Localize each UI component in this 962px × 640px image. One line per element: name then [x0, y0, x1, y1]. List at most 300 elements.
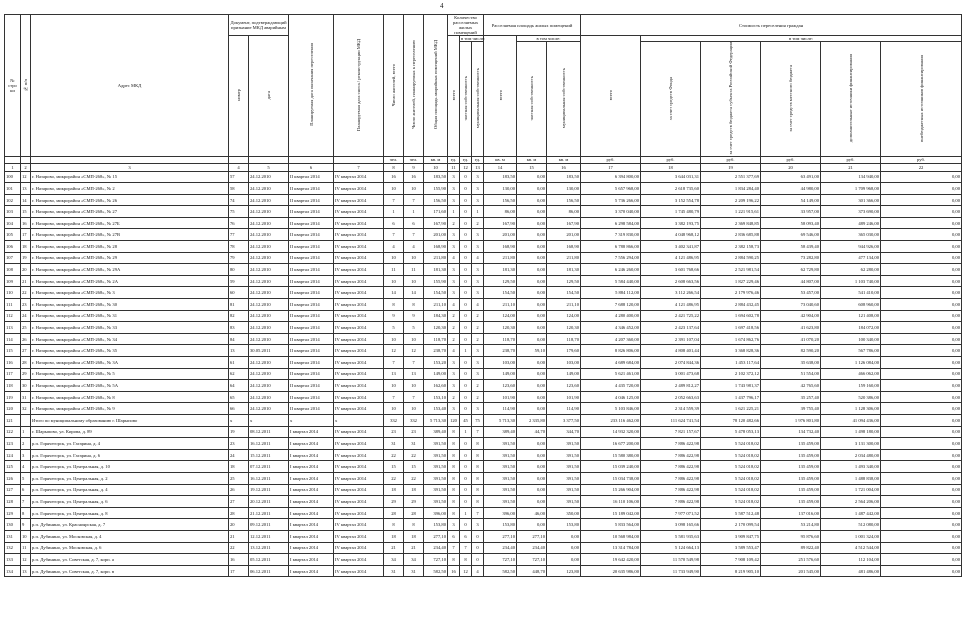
cell-col-3: г. Назарово, микрорайон «СМП-268», № 2 [31, 183, 229, 195]
cell-col-10: 211,80 [424, 252, 448, 264]
cell-col-16: 183,50 [547, 171, 581, 183]
cell-col-5: 24.12.2010 [249, 241, 289, 253]
cell-col-18: 11 733 949,90 [641, 565, 701, 577]
cell-col-20: 44 807,00 [761, 275, 821, 287]
cell-col-3: г. Назарово, микрорайон «СМП-268», № 28 [31, 241, 229, 253]
cell-col-4: 59 [229, 275, 249, 287]
cell-col-16: 0,00 [547, 542, 581, 554]
cell-col-4: 13 [229, 345, 249, 357]
cell-col-16: 201,00 [547, 229, 581, 241]
cell-col-12: 8 [460, 554, 472, 566]
cell-col-16: 153,80 [547, 519, 581, 531]
cell-col-1: 125 [5, 461, 21, 473]
cell-col-10: 153,80 [424, 519, 448, 531]
cell-col-21: 466 062,00 [821, 368, 881, 380]
cell-col-15: 0,00 [517, 449, 547, 461]
cell-col-7: IV квартал 2014 [334, 461, 384, 473]
cell-col-5: 24.12.2010 [249, 252, 289, 264]
cell-col-2: 28 [21, 357, 31, 369]
cell-col-17: 7 556 294,00 [581, 252, 641, 264]
cell-col-1: 127 [5, 484, 21, 496]
cell-col-4: 78 [229, 241, 249, 253]
cell-col-11: 2 [448, 391, 460, 403]
cell-col-17: 6 298 584,00 [581, 217, 641, 229]
cell-col-12: 0 [460, 333, 472, 345]
cell-col-12: 0 [460, 206, 472, 218]
cell-col-9: 7 [404, 229, 424, 241]
cell-col-9: 7 [404, 357, 424, 369]
cell-col-1: 107 [5, 252, 21, 264]
cell-col-5: 24.12.2010 [249, 171, 289, 183]
cell-col-10: 582,50 [424, 565, 448, 577]
cell-col-2: 2 [21, 438, 31, 450]
cell-col-13: 3 [472, 183, 484, 195]
cell-col-6: II квартал 2014 [289, 241, 334, 253]
cell-col-5: 24.12.2010 [249, 299, 289, 311]
cell-col-17: 16 677 200,00 [581, 438, 641, 450]
cell-col-6: I квартал 2014 [289, 565, 334, 577]
cell-col-21: 1 498 180,00 [821, 426, 881, 438]
cell-col-8: 6 [384, 217, 404, 229]
cell-col-5: 16.12.2011 [249, 438, 289, 450]
cell-col-14: 727,10 [484, 554, 517, 566]
cell-col-1: 105 [5, 229, 21, 241]
cell-col-1: 104 [5, 217, 21, 229]
cell-col-12: 12 [460, 565, 472, 577]
cell-col-12: 0 [460, 310, 472, 322]
cell-col-14: 391,50 [484, 496, 517, 508]
cell-col-4: 61 [229, 357, 249, 369]
cell-col-21: 2 564 206,00 [821, 496, 881, 508]
cell-col-2: 3 [21, 449, 31, 461]
cell-col-12: 0 [460, 183, 472, 195]
unit-cell: кв. м [424, 156, 448, 163]
cell-col-14: 181,30 [484, 264, 517, 276]
cell-col-8: 7 [384, 229, 404, 241]
cell-col-13: 3 [472, 345, 484, 357]
table-row [5, 519, 962, 531]
cell-col-18: 2 074 844,36 [641, 357, 701, 369]
cell-col-1: 114 [5, 333, 21, 345]
cell-col-18: 2 421 725,22 [641, 310, 701, 322]
cell-col-19: 5 524 018,02 [701, 449, 761, 461]
cell-col-10: 391,50 [424, 438, 448, 450]
cell-col-8: 332 [384, 414, 404, 426]
cell-col-8: 21 [384, 542, 404, 554]
cell-col-11: 8 [448, 426, 460, 438]
cell-col-17: 19 642 420,00 [581, 554, 641, 566]
cell-col-1: 126 [5, 472, 21, 484]
table-row [5, 368, 962, 380]
cell-col-11: 8 [448, 438, 460, 450]
table-header [5, 15, 962, 172]
cell-col-22: 0,00 [881, 206, 962, 218]
cell-col-13: 75 [472, 414, 484, 426]
cell-col-7: IV квартал 2014 [334, 229, 384, 241]
cell-col-1: 128 [5, 496, 21, 508]
cell-col-4: 16 [229, 554, 249, 566]
cell-col-9: 4 [404, 241, 424, 253]
cell-col-1: 122 [5, 426, 21, 438]
cell-col-14: 238,70 [484, 345, 517, 357]
table-row [5, 403, 962, 415]
cell-col-15: 0,00 [517, 380, 547, 392]
header-doc-date: дата [249, 36, 289, 157]
header-count-total: всего [448, 36, 460, 157]
cell-col-10: 5 713,30 [424, 414, 448, 426]
column-number-cell: 22 [881, 163, 962, 171]
cell-col-2: 29 [21, 368, 31, 380]
cell-col-19: 3 368 828,36 [701, 345, 761, 357]
cell-col-11: 8 [448, 484, 460, 496]
cell-col-15: 277,10 [517, 530, 547, 542]
cell-col-7: IV квартал 2014 [334, 206, 384, 218]
header-area-group: Расселяемая площадь жилых помещений [484, 15, 581, 36]
cell-col-14: 396,00 [484, 507, 517, 519]
unit-cell: ед. [448, 156, 460, 163]
cell-col-16: 3 377,50 [547, 414, 581, 426]
cell-col-19: 5 524 018,02 [701, 496, 761, 508]
table-row [5, 565, 962, 577]
cell-col-11: 8 [448, 507, 460, 519]
cell-col-11: 120 [448, 414, 460, 426]
units-row [5, 156, 962, 163]
cell-col-9: 332 [404, 414, 424, 426]
cell-col-18: 4 121 486,95 [641, 299, 701, 311]
cell-col-19: 5 524 018,02 [701, 472, 761, 484]
cell-col-2: 27 [21, 345, 31, 357]
cell-col-12: 0 [460, 391, 472, 403]
header-cost-group: Стоимость переселения граждан [581, 15, 962, 36]
cell-col-4: 19 [229, 426, 249, 438]
unit-cell [289, 156, 334, 163]
cell-col-20: 89 822,40 [761, 542, 821, 554]
cell-col-21: 477 134,00 [821, 252, 881, 264]
cell-col-3: г. Назарово, микрорайон «СМП-268», № 26 [31, 194, 229, 206]
cell-col-19: 2 209 196,22 [701, 194, 761, 206]
cell-col-14: 234,40 [484, 542, 517, 554]
unit-cell: чел. [404, 156, 424, 163]
cell-col-14: 211,10 [484, 299, 517, 311]
cell-col-7: IV квартал 2014 [334, 322, 384, 334]
cell-col-6: I квартал 2014 [289, 496, 334, 508]
cell-col-10: 153,40 [424, 403, 448, 415]
cell-col-22: 0,00 [881, 345, 962, 357]
cell-col-14: 183,50 [484, 171, 517, 183]
unit-cell: ед. [472, 156, 484, 163]
cell-col-15: 0,00 [517, 241, 547, 253]
cell-col-14: 391,50 [484, 461, 517, 473]
cell-col-9: 7 [404, 391, 424, 403]
cell-col-13: 4 [472, 252, 484, 264]
table-row [5, 554, 962, 566]
column-number-cell: 15 [517, 163, 547, 171]
cell-col-18: 3 112 266,54 [641, 287, 701, 299]
cell-col-9: 11 [404, 264, 424, 276]
cell-col-22: 0,00 [881, 554, 962, 566]
cell-col-10: 211,10 [424, 299, 448, 311]
cell-col-21: 365 030,00 [821, 229, 881, 241]
cell-col-19: 2 179 976,46 [701, 287, 761, 299]
cell-col-21: 1 709 968,00 [821, 183, 881, 195]
cell-col-20: 53 457,00 [761, 287, 821, 299]
cell-col-11: 8 [448, 554, 460, 566]
cell-col-11: 3 [448, 287, 460, 299]
header-count-incl: в том числе: [461, 36, 485, 41]
cell-col-5: 24.12.2010 [249, 403, 289, 415]
cell-col-4: 65 [229, 391, 249, 403]
cell-col-7: IV квартал 2014 [334, 449, 384, 461]
cell-col-6: II квартал 2014 [289, 194, 334, 206]
table-body [5, 171, 962, 577]
cell-col-6: I квартал 2014 [289, 484, 334, 496]
cell-col-3: г. Назарово, микрорайон «СМП-268», № 35 [31, 345, 229, 357]
cell-col-14: 120,30 [484, 322, 517, 334]
cell-col-13: 7 [472, 426, 484, 438]
cell-col-7: IV квартал 2014 [334, 496, 384, 508]
table-row [5, 414, 962, 426]
cell-col-3: г. Назарово, микрорайон «СМП-268», № 34 [31, 333, 229, 345]
cell-col-2: 20 [21, 264, 31, 276]
cell-col-22: 0,00 [881, 264, 962, 276]
header-cost-extra2: внебюджетных источников финансирования [881, 42, 962, 157]
cell-col-20: 73 040,60 [761, 299, 821, 311]
cell-col-10: 277,10 [424, 530, 448, 542]
cell-col-13: 8 [472, 484, 484, 496]
cell-col-5: 24.12.2010 [249, 206, 289, 218]
header-address: Адрес МКД [31, 15, 229, 157]
cell-col-8: 12 [384, 345, 404, 357]
cell-col-11: 3 [448, 183, 460, 195]
cell-col-18: 1 745 480,79 [641, 206, 701, 218]
cell-col-7: IV квартал 2014 [334, 171, 384, 183]
header-area-incl: в том числе: [517, 36, 581, 42]
cell-col-20: 135 459,00 [761, 449, 821, 461]
cell-col-17: 15 034 738,00 [581, 472, 641, 484]
cell-col-15: 0,00 [517, 206, 547, 218]
cell-col-6: x [289, 414, 334, 426]
cell-col-6: II квартал 2014 [289, 345, 334, 357]
table-row [5, 496, 962, 508]
cell-col-12: 0 [460, 322, 472, 334]
cell-col-10: 238,70 [424, 345, 448, 357]
cell-col-4: 82 [229, 310, 249, 322]
cell-col-11: 2 [448, 322, 460, 334]
cell-col-5: 24.12.2010 [249, 217, 289, 229]
cell-col-8: 28 [384, 507, 404, 519]
cell-col-1: 111 [5, 299, 21, 311]
cell-col-12: 0 [460, 194, 472, 206]
cell-col-10: 391,50 [424, 496, 448, 508]
cell-col-4: 21 [229, 530, 249, 542]
cell-col-14: 582,50 [484, 565, 517, 577]
cell-col-20: 42 904,00 [761, 310, 821, 322]
column-number-cell: 19 [701, 163, 761, 171]
cell-col-2: 13 [21, 183, 31, 195]
cell-col-11: 4 [448, 252, 460, 264]
cell-col-16: 149,00 [547, 368, 581, 380]
cell-col-20: 53 214,80 [761, 519, 821, 531]
cell-col-14: 389,40 [484, 426, 517, 438]
cell-col-3: г. Назарово, микрорайон «СМП-268», № 27В [31, 229, 229, 241]
cell-col-10: 120,30 [424, 322, 448, 334]
cell-col-7: IV квартал 2014 [334, 368, 384, 380]
cell-col-6: II квартал 2014 [289, 275, 334, 287]
cell-col-19: 1 694 602,78 [701, 310, 761, 322]
column-number-cell: 13 [472, 163, 484, 171]
cell-col-2: 19 [21, 252, 31, 264]
cell-col-22: 0,00 [881, 194, 962, 206]
cell-col-7: IV квартал 2014 [334, 565, 384, 577]
cell-col-16: 391,50 [547, 496, 581, 508]
cell-col-5: 12.12.2011 [249, 530, 289, 542]
cell-col-1: 124 [5, 449, 21, 461]
cell-col-10: 727,10 [424, 554, 448, 566]
unit-cell: руб. [581, 156, 641, 163]
cell-col-11: 8 [448, 472, 460, 484]
cell-col-4: 57 [229, 171, 249, 183]
cell-col-5: 19.12.2011 [249, 484, 289, 496]
cell-col-8: 22 [384, 472, 404, 484]
cell-col-17: 5 833 564,00 [581, 519, 641, 531]
cell-col-9: 31 [404, 565, 424, 577]
cell-col-3: р.п. Дубинино, ул. Советская, д. 7, корп. а [31, 554, 229, 566]
cell-col-3: г. Назарово, микрорайон «СМП-268», № 5А [31, 380, 229, 392]
cell-col-14: 156,50 [484, 194, 517, 206]
cell-col-22: 0,00 [881, 171, 962, 183]
cell-col-22: 0,00 [881, 333, 962, 345]
cell-col-2: 16 [21, 217, 31, 229]
cell-col-4: 79 [229, 252, 249, 264]
cell-col-9: 18 [404, 530, 424, 542]
cell-col-3: р.п. Горячегорск, ул. Центральная, д. 2 [31, 472, 229, 484]
cell-col-2: 6 [21, 484, 31, 496]
cell-col-12: 0 [460, 357, 472, 369]
cell-col-10: 153,10 [424, 391, 448, 403]
cell-col-19: 2 382 158,73 [701, 241, 761, 253]
cell-col-12: 0 [460, 299, 472, 311]
cell-col-3: р.п. Горячегорск, ул. Центральная, д. 4 [31, 484, 229, 496]
cell-col-17: 3 370 040,00 [581, 206, 641, 218]
cell-col-11: 4 [448, 345, 460, 357]
cell-col-4: 74 [229, 194, 249, 206]
cell-col-14: 391,50 [484, 472, 517, 484]
cell-col-3: р.п. Дубинино, ул. Московская, д. 4 [31, 530, 229, 542]
cell-col-10: 149,00 [424, 368, 448, 380]
cell-col-5: 24.12.2010 [249, 264, 289, 276]
cell-col-17: 5 103 846,00 [581, 403, 641, 415]
cell-col-11: 3 [448, 171, 460, 183]
cell-col-9: 8 [404, 299, 424, 311]
cell-col-20: 1 976 801,80 [761, 414, 821, 426]
cell-col-13: 8 [472, 449, 484, 461]
cell-col-12: 0 [460, 484, 472, 496]
header-document: Документ, подтверждающий признание МКД аварийным [229, 15, 289, 36]
cell-col-16: 391,50 [547, 449, 581, 461]
cell-col-17: 5 584 440,00 [581, 275, 641, 287]
cell-col-4: 80 [229, 264, 249, 276]
cell-col-15: 59,10 [517, 345, 547, 357]
cell-col-10: 181,30 [424, 264, 448, 276]
cell-col-4: 60 [229, 287, 249, 299]
column-number-cell: 10 [424, 163, 448, 171]
cell-col-1: 106 [5, 241, 21, 253]
cell-col-1: 115 [5, 345, 21, 357]
cell-col-13: 3 [472, 229, 484, 241]
cell-col-8: 4 [384, 241, 404, 253]
cell-col-4: 22 [229, 542, 249, 554]
cell-col-6: II квартал 2014 [289, 357, 334, 369]
cell-col-17: 4 207 360,00 [581, 333, 641, 345]
cell-col-21: 134 940,00 [821, 171, 881, 183]
cell-col-10: 118,70 [424, 333, 448, 345]
cell-col-15: 0,00 [517, 333, 547, 345]
cell-col-15: 234,40 [517, 542, 547, 554]
table-row [5, 472, 962, 484]
cell-col-6: I квартал 2014 [289, 426, 334, 438]
cell-col-5: 05.12.2011 [249, 554, 289, 566]
cell-col-1: 130 [5, 519, 21, 531]
table-row [5, 264, 962, 276]
cell-col-2 [21, 414, 31, 426]
cell-col-13: 0 [472, 530, 484, 542]
cell-col-19: 2 551 377,69 [701, 171, 761, 183]
cell-col-11: 7 [448, 542, 460, 554]
cell-col-17: 16 110 106,00 [581, 496, 641, 508]
cell-col-21: 567 786,00 [821, 345, 881, 357]
cell-col-15: 0,00 [517, 183, 547, 195]
cell-col-22: 0,00 [881, 414, 962, 426]
column-number-cell: 21 [821, 163, 881, 171]
cell-col-5: 24.12.2010 [249, 310, 289, 322]
cell-col-9: 10 [404, 252, 424, 264]
cell-col-8: 9 [384, 310, 404, 322]
cell-col-20: 69 546,00 [761, 229, 821, 241]
cell-col-16: 114,90 [547, 403, 581, 415]
header-area-total: Общая площадь аварийных помещений МКД [424, 15, 448, 157]
cell-col-20: 137 016,00 [761, 507, 821, 519]
cell-col-11: 3 [448, 264, 460, 276]
cell-col-12: 6 [460, 530, 472, 542]
cell-col-12: 0 [460, 171, 472, 183]
cell-col-4: 23 [229, 438, 249, 450]
cell-col-21: 1 128 306,00 [821, 403, 881, 415]
cell-col-6: II квартал 2014 [289, 380, 334, 392]
cell-col-10: 391,50 [424, 484, 448, 496]
cell-col-14: 129,50 [484, 275, 517, 287]
cell-col-19: 5 524 018,02 [701, 438, 761, 450]
cell-col-16: 168,90 [547, 241, 581, 253]
cell-col-13: 2 [472, 380, 484, 392]
cell-col-21: 1 103 740,00 [821, 275, 881, 287]
cell-col-8: 5 [384, 322, 404, 334]
cell-col-8: 8 [384, 299, 404, 311]
cell-col-13: 4 [472, 565, 484, 577]
cell-col-18: 2 423 137,64 [641, 322, 701, 334]
cell-col-8: 23 [384, 426, 404, 438]
cell-col-4: 26 [229, 484, 249, 496]
cell-col-11: 3 [448, 194, 460, 206]
cell-col-6: I квартал 2014 [289, 449, 334, 461]
cell-col-22: 0,00 [881, 507, 962, 519]
cell-col-15: 0,00 [517, 252, 547, 264]
cell-col-20: 41 623,80 [761, 322, 821, 334]
unit-cell: кв. м [484, 156, 517, 163]
cell-col-11: 4 [448, 299, 460, 311]
cell-col-9: 23 [404, 426, 424, 438]
cell-col-20: 58 093,40 [761, 217, 821, 229]
cell-col-12: 0 [460, 287, 472, 299]
